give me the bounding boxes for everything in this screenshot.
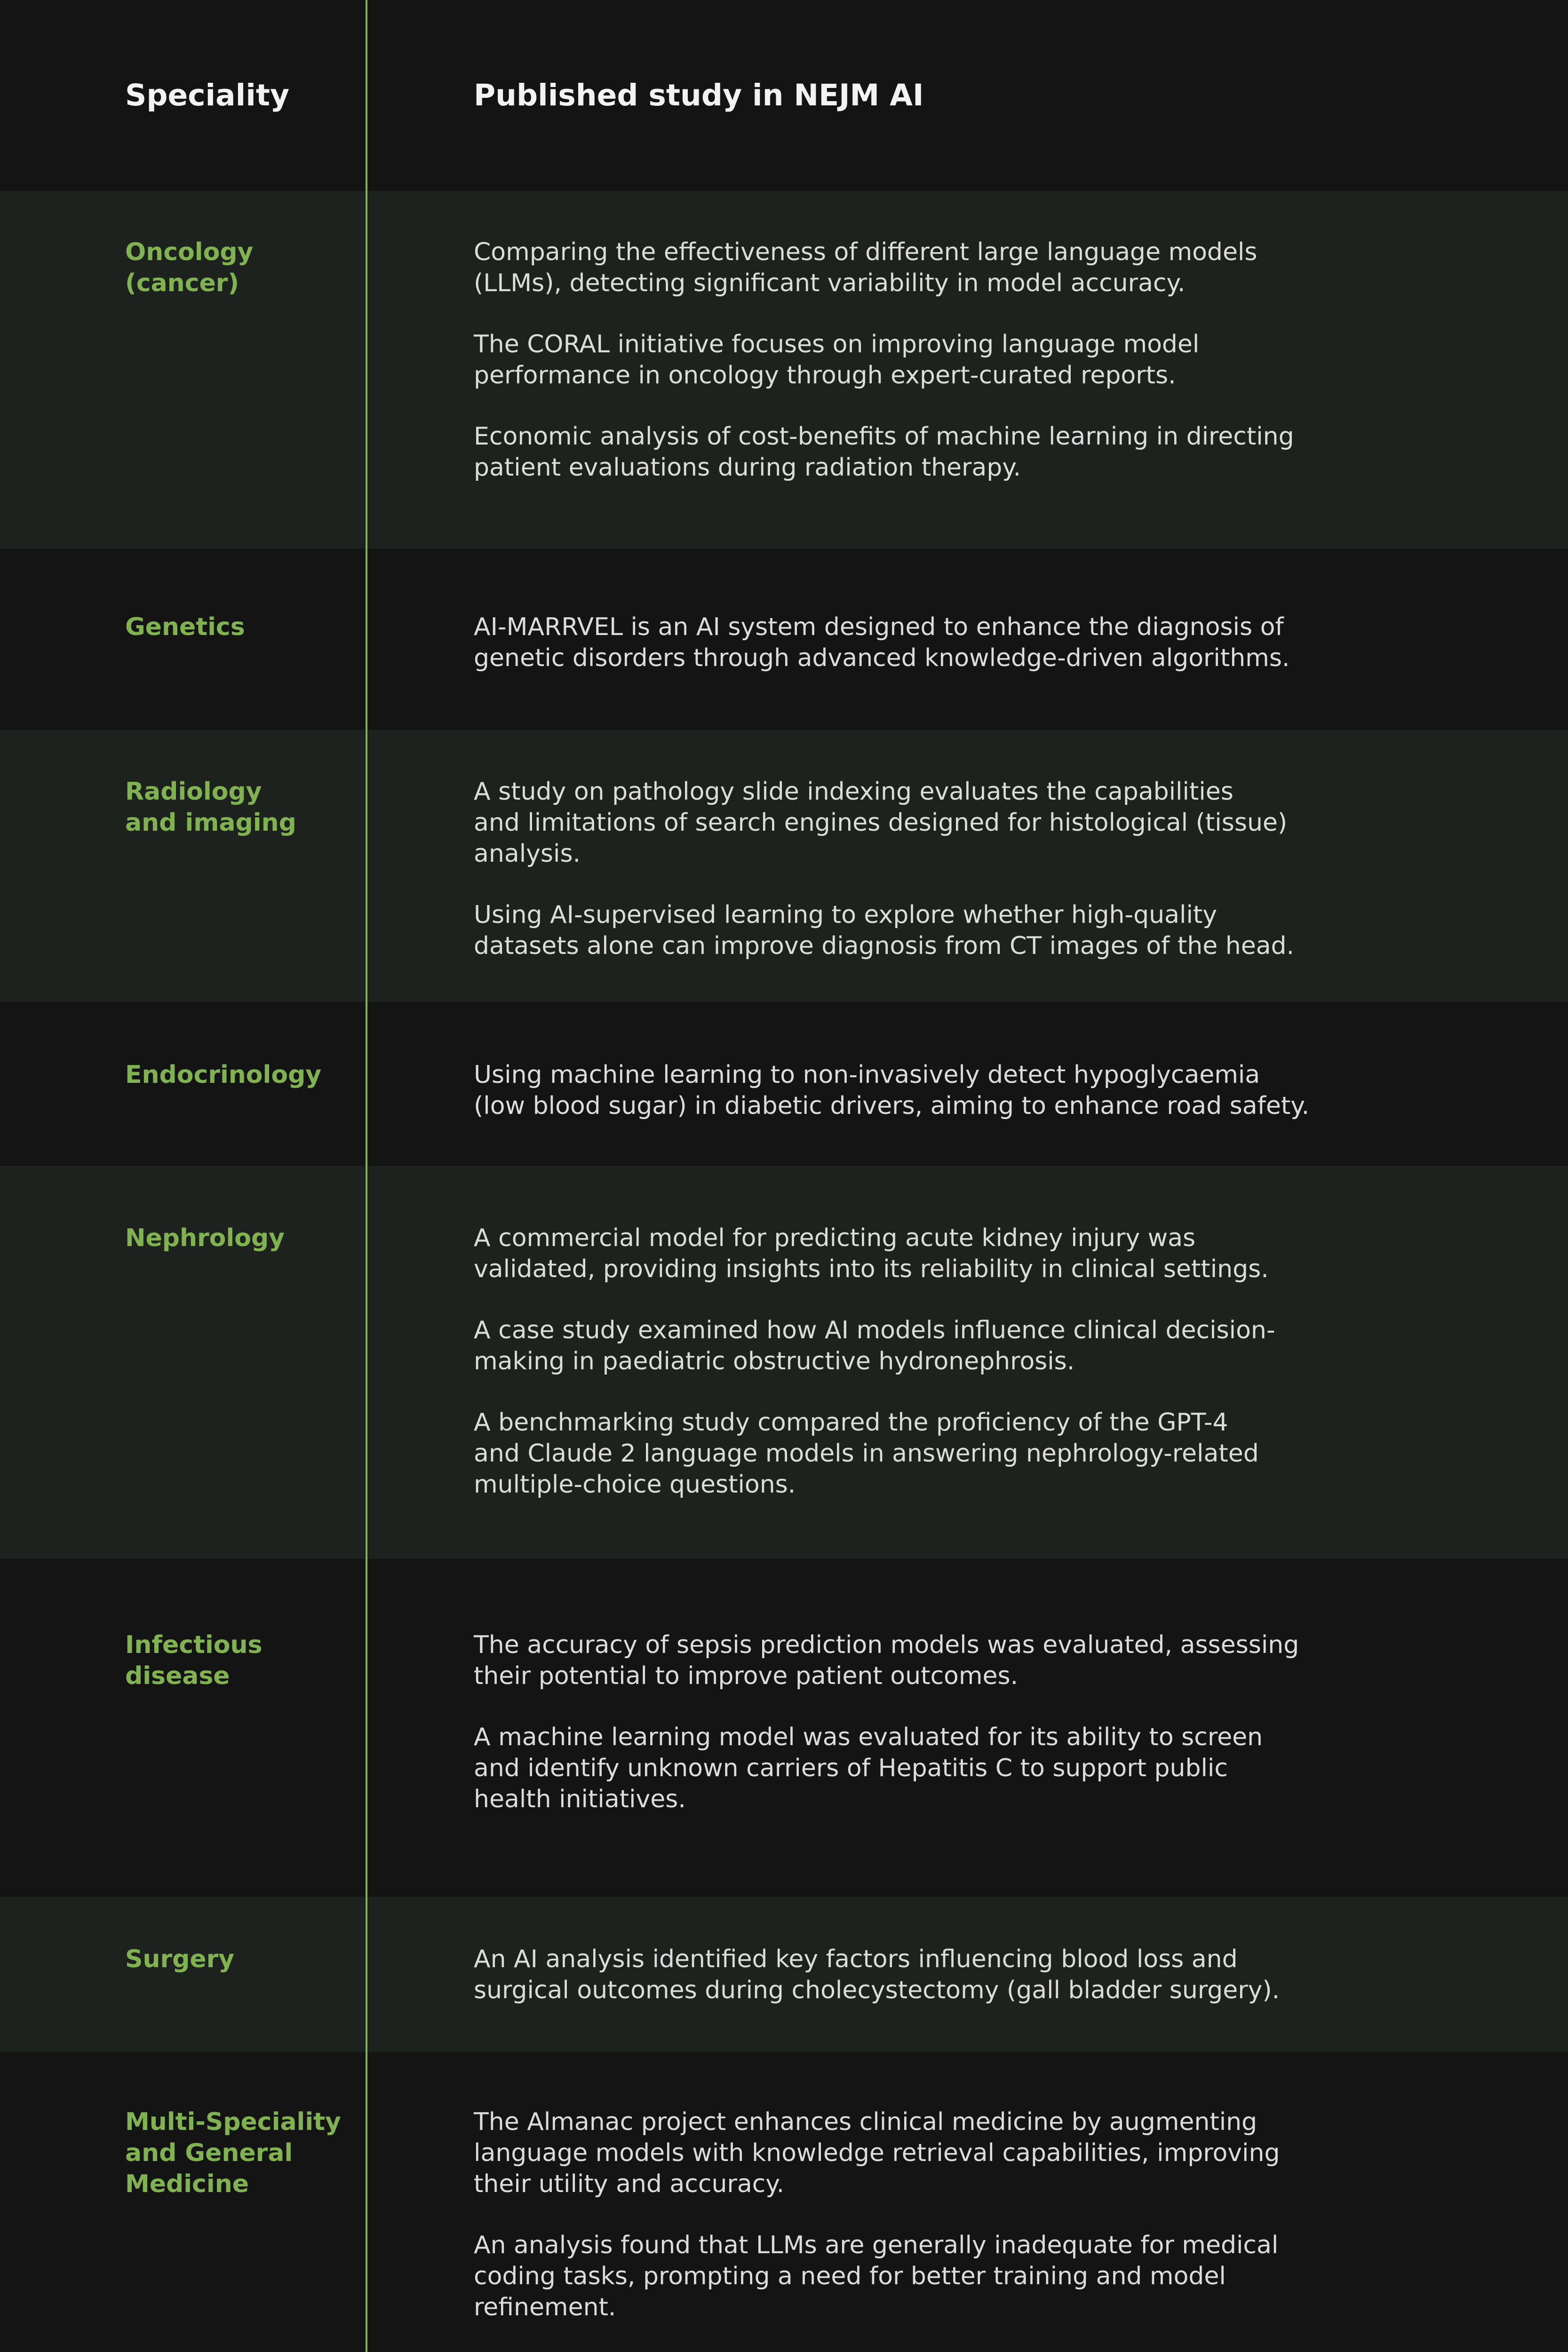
table-row-infectious-disease: [0, 1559, 1568, 1897]
study-item: A machine learning model was evaluated for its ability to screen and identify unknown carriers of Hepatitis C to support public health initiatives.: [474, 1723, 1263, 1813]
study-list: [474, 1944, 1311, 2006]
study-column-header: Published study in NEJM AI: [474, 78, 924, 112]
table-row-oncology: [0, 191, 1568, 548]
speciality-label: Radiology and imaging: [125, 778, 296, 837]
study-item: Comparing the effectiveness of different large language models (LLMs), detecting significant variability in model accuracy.: [474, 238, 1258, 297]
study-item: Using AI-supervised learning to explore whether high-quality datasets alone can improve diagnosis from CT images of the head.: [474, 901, 1295, 960]
speciality-column-header: Speciality: [125, 78, 290, 112]
table-header: [0, 0, 1568, 191]
study-item: Using machine learning to non-invasively detect hypoglycaemia (low blood sugar) in diabetic drivers, aiming to enhance road safety.: [474, 1061, 1310, 1120]
study-item: An analysis found that LLMs are generally inadequate for medical coding tasks, prompting a need for better training and model refinement.: [474, 2231, 1279, 2321]
study-item: A commercial model for predicting acute kidney injury was validated, providing insights into its reliability in clinical settings.: [474, 1224, 1269, 1283]
study-list: [474, 1629, 1311, 1815]
speciality-label: Genetics: [125, 613, 245, 641]
table-row-nephrology: [0, 1166, 1568, 1559]
study-item: A study on pathology slide indexing evaluates the capabilities and limitations of search engines designed for histological (tissue) analysis.: [474, 778, 1288, 868]
table-row-multi-speciality: [0, 2052, 1568, 2352]
speciality-label: Surgery: [125, 1945, 235, 1973]
column-divider: [366, 0, 367, 2352]
study-item: A case study examined how AI models influence clinical decision- making in paediatric obstructive hydronephrosis.: [474, 1316, 1275, 1375]
study-list: [474, 2106, 1311, 2352]
study-list: [474, 776, 1311, 961]
table-row-surgery: [0, 1897, 1568, 2052]
study-item: Economic analysis of cost-benefits of machine learning in directing patient evaluations during radiation therapy.: [474, 422, 1294, 482]
study-item: A benchmarking study compared the proficiency of the GPT-4 and Claude 2 language models in answering nephrology-related multiple-choice questions.: [474, 1408, 1259, 1499]
table-row-radiology: [0, 730, 1568, 1002]
study-item: An AI analysis identified key factors influencing blood loss and surgical outcomes during cholecystectomy (gall bladder surgery).: [474, 1945, 1280, 2004]
study-list: [474, 237, 1311, 483]
study-list: [474, 612, 1311, 674]
study-list: [474, 1059, 1311, 1121]
table-row-endocrinology: [0, 1002, 1568, 1166]
study-item: The accuracy of sepsis prediction models was evaluated, assessing their potential to improve patient outcomes.: [474, 1631, 1299, 1690]
study-item: The CORAL initiative focuses on improving language model performance in oncology through expert-curated reports.: [474, 330, 1200, 389]
table-row-genetics: [0, 548, 1568, 730]
study-list: [474, 1223, 1311, 1500]
study-item: The Almanac project enhances clinical medicine by augmenting language models with knowledge retrieval capabilities, improving their utility and accuracy.: [474, 2108, 1280, 2198]
speciality-label: Infectious disease: [125, 1631, 263, 1690]
speciality-label: Endocrinology: [125, 1061, 322, 1089]
speciality-label: Oncology (cancer): [125, 238, 254, 297]
speciality-label: Nephrology: [125, 1224, 285, 1252]
study-item: AI-MARRVEL is an AI system designed to enhance the diagnosis of genetic disorders through advanced knowledge-driven algorithms.: [474, 613, 1290, 672]
speciality-label: Multi-Speciality and General Medicine: [125, 2108, 341, 2198]
